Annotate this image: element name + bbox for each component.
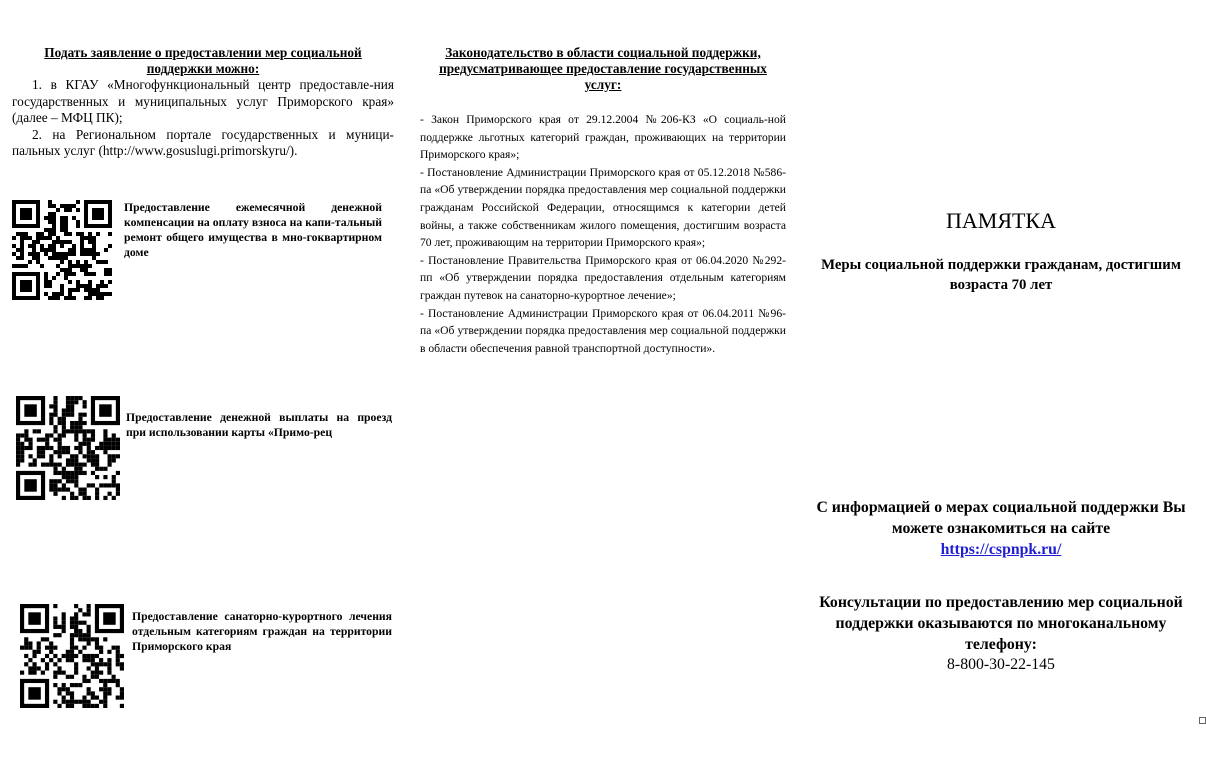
- qr-code-icon[interactable]: [12, 200, 112, 300]
- law-item: - Постановление Администрации Приморского края от 06.04.2011 №96-па «Об утверждении порядка предоставления мер социальной поддержки в области обеспечения равной транспортной доступности».: [420, 306, 786, 355]
- legislation-heading: Законодательство в области социальной поддержки, предусматривающее предоставление государственных услуг:: [439, 45, 767, 92]
- phone-number: 8-800-30-22-145: [947, 656, 1055, 673]
- memo-subtitle: Меры социальной поддержки гражданам, достигшим возраста 70 лет: [821, 257, 1181, 293]
- right-column: [806, 0, 1196, 772]
- qr-item-sanatorium: [12, 604, 392, 708]
- info-block: [806, 497, 1196, 560]
- qr-item-transport: [12, 396, 392, 500]
- law-item: - Закон Приморского края от 29.12.2004 №206-КЗ «О социаль-ной поддержке льготных категорий граждан, проживающих на территории Приморского края»;: [420, 113, 786, 162]
- qr-caption-transport: Предоставление денежной выплаты на проезд при использовании карты «Примо-рец: [126, 411, 392, 439]
- qr-code-icon[interactable]: [20, 604, 124, 708]
- apply-heading: Подать заявление о предоставлении мер социальной поддержки можно:: [44, 45, 362, 76]
- law-list: [420, 111, 786, 357]
- info-text: С информацией о мерах социальной поддержки Вы можете ознакомиться на сайте: [816, 499, 1186, 537]
- left-column: [12, 45, 394, 653]
- apply-item-portal: 2. на Региональном портале государственных и муници-пальных услуг (http://www.gosuslugi.primorskyru/).: [12, 126, 394, 158]
- corner-marker: [1199, 717, 1206, 724]
- law-item: - Постановление Администрации Приморского края от 05.12.2018 №586-па «Об утверждении порядка предоставления мер социальной поддержки гражданам Российской Федерации, относящимся к категории детей войны, а также собственникам жилого помещения, достигшим возраста 70 лет, проживающим на территории Приморского края»;: [420, 165, 786, 250]
- memo-title: ПАМЯТКА: [945, 208, 1056, 233]
- site-link[interactable]: https://cspnpk.ru/: [940, 541, 1062, 558]
- consult-text: Консультации по предоставлению мер социальной поддержки оказываются по многоканальному телефону:: [819, 594, 1183, 653]
- qr-item-capital-repair: [12, 200, 382, 300]
- qr-caption-capital-repair: Предоставление ежемесячной денежной компенсации на оплату взноса на капи-тальный ремонт общего имущества в мно-гоквартирном доме: [124, 201, 382, 259]
- qr-caption-sanatorium: Предоставление санаторно-курортного лечения отдельным категориям граждан на территории Приморского края: [132, 610, 392, 653]
- qr-code-icon[interactable]: [16, 396, 120, 500]
- apply-item-mfc: 1. в КГАУ «Многофункциональный центр предоставле-ния государственных и муниципальных услуг Приморского края» (далее – МФЦ ПК);: [12, 77, 394, 125]
- law-item: - Постановление Правительства Приморского края от 06.04.2020 №292-пп «Об утверждении порядка предоставления отдельным категориям граждан путевок на санаторно-курортное лечение»;: [420, 253, 786, 302]
- middle-column: [420, 45, 786, 357]
